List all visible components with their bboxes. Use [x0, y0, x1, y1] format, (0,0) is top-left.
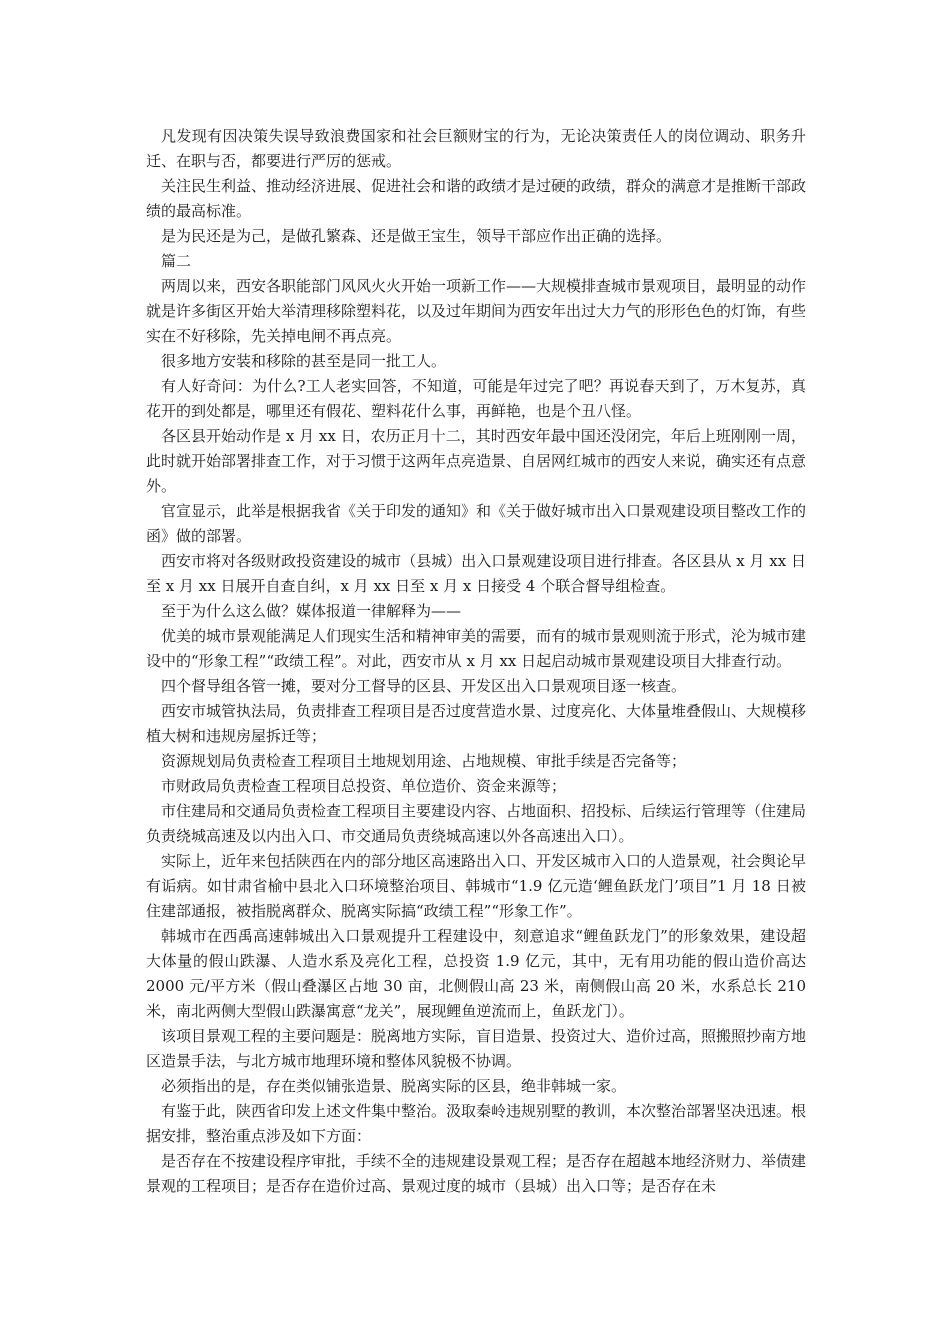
paragraph-decision-accountability: 凡发现有因决策失误导致浪费国家和社会巨额财宝的行为，无论决策责任人的岗位调动、职务升迁、在职与否，都要进行严厉的惩戒。: [146, 127, 806, 170]
paragraph-resource-planning: 资源规划局负责检查工程项目土地规划用途、占地规模、审批手续是否完备等；: [161, 752, 687, 770]
paragraph-key-points: 是否存在不按建设程序审批，手续不全的违规建设景观工程；是否存在超越本地经济财力、举债建景观的工程项目；是否存在造价过高、景观过度的城市（县城）出入口等；是否存在未: [146, 1152, 807, 1195]
section-heading-part-two: 篇二: [161, 252, 192, 270]
paragraph-official-notice: 官宣显示，此举是根据我省《关于印发的通知》和《关于做好城市出入口景观建设项目整改工作的函》做的部署。: [146, 502, 807, 545]
paragraph-xian-inspection-plan: 西安市将对各级财政投资建设的城市（县城）出入口景观建设项目进行排查。各区县从 x 月 xx 日至 x 月 xx 日展开自查自纠，x 月 xx 日至 x 月 x 日接受 4 个联合督导组检查。: [146, 552, 806, 595]
paragraph-urban-management: 西安市城管执法局，负责排查工程项目是否过度营造水景、过度亮化、大体量堆叠假山、大规模移植大树和违规房屋拆迁等；: [146, 702, 807, 745]
paragraph-four-groups: 四个督导组各管一摊，要对分工督导的区县、开发区出入口景观项目逐一核查。: [161, 677, 687, 695]
paragraph-worker-answer: 有人好奇问：为什么?工人老实回答，不知道，可能是年过完了吧？再说春天到了，万木复苏，真花开的到处都是，哪里还有假花、塑料花什么事，再鲜艳，也是个丑八怪。: [146, 377, 806, 420]
paragraph-political-performance: 关注民生利益、推动经济进展、促进社会和谐的政绩才是过硬的政绩，群众的满意才是推断干部政绩的最高标准。: [146, 177, 807, 220]
document-page: [146, 124, 806, 1199]
paragraph-housing-transport: 市住建局和交通局负责检查工程项目主要建设内容、占地面积、招投标、后续运行管理等（住建局负责绕城高速及以内出入口、市交通局负责绕城高速以外各高速出入口）。: [146, 802, 807, 845]
paragraph-public-criticism: 实际上，近年来包括陕西在内的部分地区高速路出入口、开发区城市入口的人造景观，社会舆论早有诟病。如甘肃省榆中县北入口环境整治项目、韩城市“1.9 亿元造‘鲤鱼跃龙门’项目”1 月 18 日被住建部通报，被指脱离群众、脱离实际搞“政绩工程”“形象工作”。: [146, 852, 807, 920]
paragraph-media-explanation: 至于为什么这么做？媒体报道一律解释为——: [161, 602, 462, 620]
paragraph-not-only-hancheng: 必须指出的是，存在类似铺张造景、脱离实际的区县，绝非韩城一家。: [161, 1077, 627, 1095]
paragraph-right-choice: 是为民还是为己，是做孔繁森、还是做王宝生，领导干部应作出正确的选择。: [161, 227, 672, 245]
paragraph-main-problems: 该项目景观工程的主要问题是：脱离地方实际，盲目造景、投资过大、造价过高，照搬照抄南方地区造景手法，与北方城市地理环境和整体风貌极不协调。: [146, 1027, 807, 1070]
paragraph-image-projects: 优美的城市景观能满足人们现实生活和精神审美的需要，而有的城市景观则流于形式，沦为城市建设中的“形象工程”“政绩工程”。对此，西安市从 x 月 xx 日起启动城市景观建设项目大排查行动。: [146, 627, 807, 670]
paragraph-rectification: 有鉴于此，陕西省印发上述文件集中整治。汲取秦岭违规别墅的教训，本次整治部署坚决迅速。根据安排，整治重点涉及如下方面：: [146, 1102, 807, 1145]
paragraph-hancheng-project: 韩城市在西禹高速韩城出入口景观提升工程建设中，刻意追求“鲤鱼跃龙门”的形象效果，建设超大体量的假山跌瀑、人造水系及亮化工程，总投资 1.9 亿元，其中，无有用功能的假山造价高达 2000 元/平方米（假山叠瀑区占地 30 亩，北侧假山高 23 米，南侧假山高 20 米，水系总长 210 米，南北两侧大型假山跌瀑寓意“龙关”，展现鲤鱼逆流而上，鱼跃龙门）。: [146, 927, 806, 1020]
paragraph-finance-bureau: 市财政局负责检查工程项目总投资、单位造价、资金来源等；: [161, 777, 567, 795]
paragraph-district-start: 各区县开始动作是 x 月 xx 日，农历正月十二，其时西安年最中国还没闭完，年后上班刚刚一周，此时就开始部署排查工作，对于习惯于这两年点亮造景、自居网红城市的西安人来说，确实还有点意外。: [146, 427, 807, 495]
paragraph-landscape-inspection: 两周以来，西安各职能部门风风火火开始一项新工作——大规模排查城市景观项目，最明显的动作就是许多街区开始大举清理移除塑料花，以及过年期间为西安年出过大力气的形形色色的灯饰，有些实在不好移除，先关掉电闸不再点亮。: [146, 277, 807, 345]
paragraph-same-workers: 很多地方安装和移除的甚至是同一批工人。: [161, 352, 447, 370]
